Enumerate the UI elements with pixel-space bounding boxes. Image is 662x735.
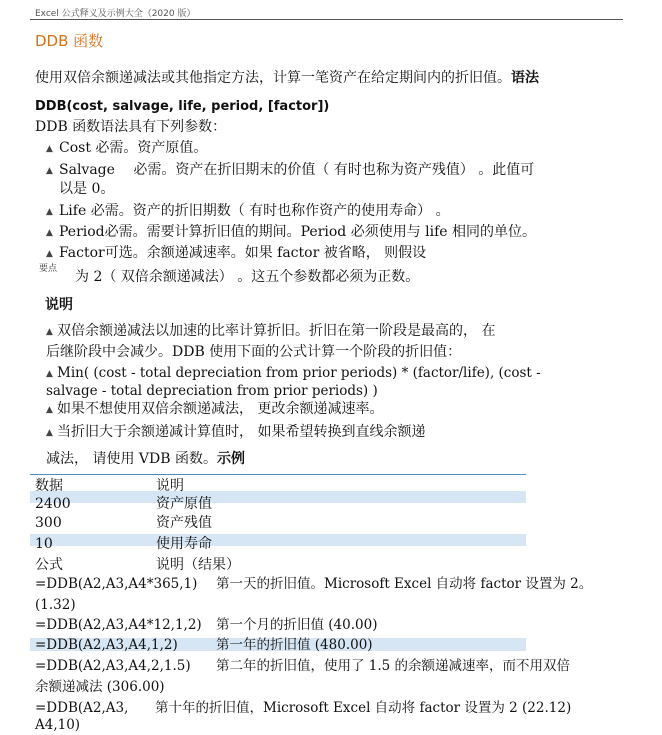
formula-header-desc: 说明（结果）: [156, 557, 240, 573]
table-top-rule: [30, 474, 526, 475]
formula-5: =DDB(A2,A3,: [35, 700, 129, 716]
example-label: 示例: [216, 451, 245, 467]
syntax-label: 语法: [511, 70, 539, 86]
bullet-icon: ▲: [46, 228, 53, 238]
bullet-icon: ▲: [46, 144, 53, 154]
table-header-desc: 说明: [156, 478, 184, 494]
function-description: [35, 69, 539, 88]
table-header-data: 数据: [35, 478, 63, 494]
formula-5-desc: 第十年的折旧值，Microsoft Excel 自动将 factor 设置为 2 (22.12): [155, 700, 572, 716]
table-cell: 10: [35, 536, 53, 552]
note-2: Min( (cost - total depreciation from prior periods) * (factor/life), (cost -: [57, 365, 541, 381]
side-note: 要点: [39, 264, 58, 274]
table-cell: 300: [35, 515, 62, 531]
function-signature: DDB(cost, salvage, life, period, [factor]): [35, 99, 330, 114]
formula-1: =DDB(A2,A3,A4*365,1): [35, 576, 198, 592]
param-cost: Cost 必需。资产原值。: [59, 140, 208, 156]
bullet-icon: ▲: [46, 327, 53, 337]
param-factor: Factor可选。余额递减速率。如果 factor 被省略， 则假设: [59, 245, 427, 261]
table-cell: 使用寿命: [156, 536, 212, 552]
bullet-icon: ▲: [46, 369, 53, 379]
formula-header: 公式: [35, 557, 63, 573]
formula-3: =DDB(A2,A3,A4,1,2): [35, 637, 178, 653]
formula-3-desc: 第一年的折旧值 (480.00): [216, 637, 373, 653]
note-2-cont: salvage - total depreciation from prior periods) ): [46, 383, 378, 399]
formula-5-cont: A4,10): [35, 717, 81, 733]
note-4-text: 减法， 请使用 VDB 函数。: [46, 451, 217, 467]
running-header: Excel 公式释义及示例大全（2020 版）: [35, 9, 196, 19]
param-factor-cont: 为 2（ 双倍余额递减法） 。这五个参数都必须为正数。: [75, 269, 420, 285]
bullet-icon: ▲: [46, 166, 53, 176]
note-4-cont: [46, 450, 245, 469]
formula-1-desc: 第一天的折旧值。Microsoft Excel 自动将 factor 设置为 2。: [216, 576, 593, 592]
param-salvage-cont: 以是 0。: [59, 181, 115, 197]
table-band: [30, 491, 526, 503]
bullet-icon: ▲: [46, 428, 53, 438]
table-cell: 2400: [35, 496, 71, 512]
description-text: 使用双倍余额递减法或其他指定方法，计算一笔资产在给定期间内的折旧值。: [35, 70, 511, 86]
param-life: Life 必需。资产的折旧期数（ 有时也称作资产的使用寿命） 。: [59, 203, 450, 219]
formula-4: =DDB(A2,A3,A4,2,1.5): [35, 658, 191, 674]
param-period: Period必需。需要计算折旧值的期间。Period 必须使用与 life 相同的单位。: [59, 224, 537, 240]
formula-2: =DDB(A2,A3,A4*12,1,2): [35, 617, 202, 633]
note-1-cont: 后继阶段中会减少。DDB 使用下面的公式计算一个阶段的折旧值：: [46, 344, 462, 360]
bullet-icon: ▲: [46, 249, 53, 259]
param-salvage: Salvage 必需。资产在折旧期末的价值（ 有时也称为资产残值） 。此值可: [59, 162, 535, 178]
table-band: [30, 534, 526, 546]
note-3: 如果不想使用双倍余额递减法， 更改余额递减速率。: [57, 401, 384, 417]
bullet-icon: ▲: [46, 405, 53, 415]
formula-2-desc: 第一个月的折旧值 (40.00): [216, 617, 378, 633]
table-cell: 资产原值: [156, 496, 212, 512]
section-title: DDB 函数: [35, 32, 104, 50]
formula-4-desc: 第二年的折旧值，使用了 1.5 的余额递减速率，而不用双倍: [216, 658, 571, 674]
formula-1-result: (1.32): [35, 597, 76, 613]
notes-heading: 说明: [45, 297, 73, 313]
table-cell: 资产残值: [156, 515, 212, 531]
params-intro: DDB 函数语法具有下列参数：: [35, 119, 227, 135]
formula-4-desc-cont: 余额递减法 (306.00): [35, 679, 165, 695]
note-1: 双倍余额递减法以加速的比率计算折旧。折旧在第一阶段是最高的， 在: [57, 323, 496, 339]
note-4: 当折旧大于余额递减计算值时， 如果希望转换到直线余额递: [57, 424, 426, 440]
header-rule: [30, 19, 623, 20]
bullet-icon: ▲: [46, 207, 53, 217]
